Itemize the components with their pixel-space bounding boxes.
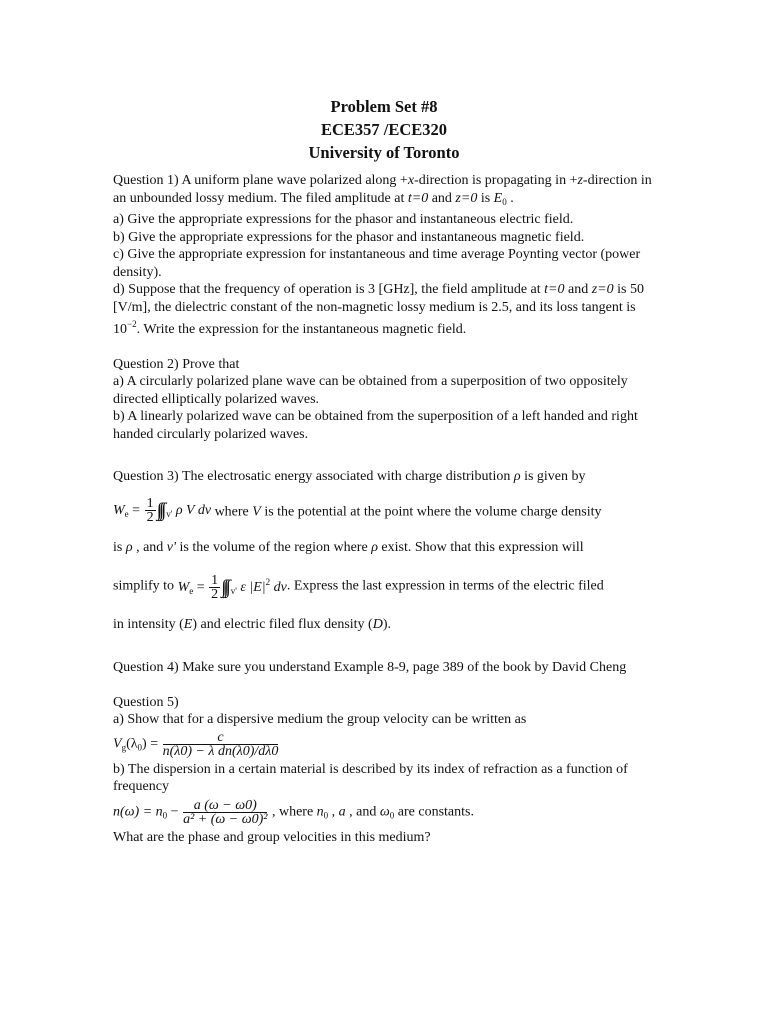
- question-5: [113, 694, 658, 847]
- page-header: [0, 95, 768, 164]
- question-1: [113, 172, 658, 339]
- q1-part-c: c) Give the appropriate expression for instantaneous and time average Poynting vector (power density).: [113, 247, 641, 280]
- q1-part-a: a) Give the appropriate expressions for the phasor and instantaneous electric field.: [113, 212, 574, 227]
- q2-part-a: a) A circularly polarized plane wave can be obtained from a superposition of two oppositely directed elliptically polarized waves.: [113, 374, 628, 407]
- q5-part-a: a) Show that for a dispersive medium the group velocity can be written as: [113, 712, 527, 727]
- question-4: Question 4) Make sure you understand Example 8-9, page 389 of the book by David Cheng: [113, 660, 627, 675]
- q2-part-b: b) A linearly polarized wave can be obtained from the superposition of a left handed and right handed circularly polarized waves.: [113, 409, 638, 442]
- q2-title: Question 2) Prove that: [113, 356, 240, 372]
- q3-line-1: Question 3) The electrosatic energy associated with charge distribution ρ is given by: [113, 469, 586, 484]
- title: Problem Set #8: [330, 97, 438, 116]
- q5-title: Question 5): [113, 694, 179, 710]
- energy-equation-2: $W_e$ = $\frac{1}{2}$ ∫∫∫ $_{v'}$ ε $|E|^2$ dv: [177, 573, 287, 603]
- refraction-index-equation: $n(\omega) = n_0$ − $\frac{a (\omega - \omega 0)}{\text{a² + (ω − ω0)²}}$ , where $n_0$ , a , and $\omega_0$ are constants.: [113, 797, 474, 827]
- question-2: [113, 356, 658, 444]
- q1-part-d: d) Suppose that the frequency of operation is 3 [GHz], the field amplitude at t=0 and z=0 is 50 [V/m], the dielectric constant of the non-magnetic lossy medium is 2.5, and its loss tangent is $10^{-2}$. Write the expression for the instantaneous magnetic field.: [113, 282, 644, 337]
- university: University of Toronto: [308, 143, 460, 162]
- q3-line-5: in intensity (E) and electric filed flux density (D).: [113, 617, 392, 632]
- course-code: ECE357 /ECE320: [320, 120, 448, 139]
- q3-line-4: simplify to $W_e$ = $\frac{1}{2}$ ∫∫∫ $_{v'}$ ε $|E|^2$ dv. Express the last expression in terms of the electric filed: [113, 565, 658, 608]
- question-3: [113, 460, 658, 642]
- q5-part-b: b) The dispersion in a certain material is described by its index of refraction as a function of frequency: [113, 761, 628, 794]
- q3-line-2: $W_e$ = $\frac{1}{2}$ ∫∫∫ $_{v'}$ ρ V dv where V is the potential at the point where the volume charge density: [113, 494, 658, 531]
- q3-line-3: is ρ , and v' is the volume of the region where ρ exist. Show that this expression will: [113, 540, 584, 555]
- group-velocity-equation: $V_g(\lambda_0)$ = $\frac{c}{\text{n(λ0) − λ dn(λ0)/dλ0}}$: [113, 729, 279, 759]
- q1-part-b: b) Give the appropriate expressions for the phasor and instantaneous magnetic field.: [113, 229, 585, 245]
- q5-question: What are the phase and group velocities in this medium?: [113, 829, 431, 845]
- document-body: [113, 172, 658, 846]
- q1-intro: Question 1) A uniform plane wave polarized along +x-direction is propagating in +z-direction in an unbounded lossy medium. The filed amplitude at t=0 and z=0 is $E_0$ .: [113, 173, 652, 207]
- energy-equation-1: $W_e$ = $\frac{1}{2}$ ∫∫∫ $_{v'}$ ρ V dv: [113, 496, 212, 526]
